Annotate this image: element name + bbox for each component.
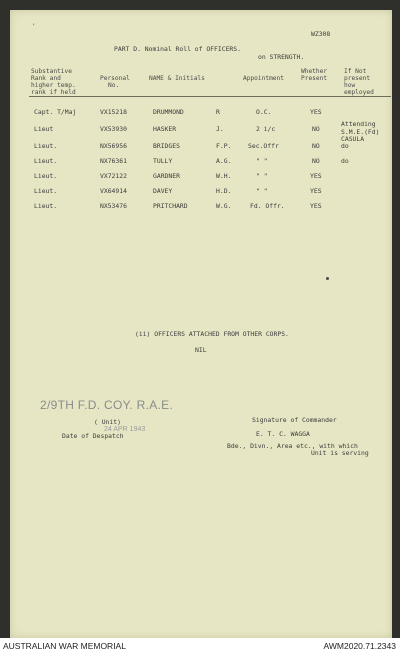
cell-number: VX72122 xyxy=(100,172,127,180)
cell-initials: J. xyxy=(216,125,224,133)
location: E. T. C. WAGGA xyxy=(256,430,310,438)
document-ref: WZ308 xyxy=(311,30,331,38)
unit-stamp: 2/9TH F.D. COY. R.A.E. xyxy=(40,398,174,412)
cell-initials: A.G. xyxy=(216,157,232,165)
cell-number: VX53930 xyxy=(100,125,127,133)
table-row xyxy=(10,203,392,215)
unit-label: ( Unit) xyxy=(94,418,121,426)
cell-appointment: " " xyxy=(256,187,268,195)
cell-employed: Attending S.M.E.(Fd) CASULA xyxy=(341,120,380,144)
col-rank-1: Substantive xyxy=(31,68,72,75)
cell-surname: DRUMMOND xyxy=(153,108,184,116)
paper-speck xyxy=(326,277,329,280)
serving-label: Unit is serving xyxy=(311,449,369,457)
footer-institution: AUSTRALIAN WAR MEMORIAL xyxy=(3,641,126,651)
cell-employed: do xyxy=(341,142,349,150)
cell-present: YES xyxy=(310,202,322,210)
cell-present: NO xyxy=(312,125,320,133)
cell-initials: F.P. xyxy=(216,142,232,150)
col-rank-3: higher temp. xyxy=(31,82,76,89)
table-row xyxy=(10,120,392,144)
cell-present: YES xyxy=(310,172,322,180)
cell-initials: R xyxy=(216,108,220,116)
col-number-1: Personal xyxy=(100,75,130,82)
col-rank-4: rank if held xyxy=(31,89,76,96)
corner-mark: ' xyxy=(32,23,36,30)
col-present-1: Whether xyxy=(301,68,328,75)
cell-appointment: " " xyxy=(256,172,268,180)
col-rank-2: Rank and xyxy=(31,75,61,82)
signature-label: Signature of Commander xyxy=(252,416,337,424)
cell-number: NX53476 xyxy=(100,202,127,210)
part-title: PART D. Nominal Roll of OFFICERS. xyxy=(114,45,241,53)
cell-surname: TULLY xyxy=(153,157,173,165)
cell-surname: PRITCHARD xyxy=(153,202,188,210)
cell-surname: DAVEY xyxy=(153,187,173,195)
table-row xyxy=(10,158,392,170)
cell-number: NX76361 xyxy=(100,157,127,165)
cell-rank: Lieut. xyxy=(34,142,58,150)
cell-present: NO xyxy=(312,142,320,150)
cell-appointment: Sec.Offr xyxy=(248,142,279,150)
cell-initials: H.D. xyxy=(216,187,232,195)
footer-accession: AWM2020.71.2343 xyxy=(323,641,396,651)
col-number-2: No. xyxy=(108,82,120,89)
col-employed-1: If Not xyxy=(344,68,367,75)
cell-appointment: 2 i/c xyxy=(256,125,276,133)
table-row xyxy=(10,188,392,200)
cell-surname: GARDNER xyxy=(153,172,180,180)
cell-rank: Lieut. xyxy=(34,157,58,165)
cell-present: YES xyxy=(310,108,322,116)
section-ii-title: (ii) OFFICERS ATTACHED FROM OTHER CORPS. xyxy=(135,330,289,338)
cell-employed: do xyxy=(341,157,349,165)
cell-number: NX56956 xyxy=(100,142,127,150)
date-label: Date of Despatch xyxy=(62,432,124,440)
section-ii-value: NIL xyxy=(195,346,207,354)
cell-initials: W.G. xyxy=(216,202,232,210)
table-row xyxy=(10,109,392,121)
date-stamp: 24 APR 1943 xyxy=(104,426,146,433)
cell-rank: Lieut. xyxy=(34,187,58,195)
cell-appointment: O.C. xyxy=(256,108,272,116)
cell-rank: Lieut xyxy=(34,125,54,133)
bde-label: Bde., Divn., Area etc., with which xyxy=(227,442,358,450)
cell-initials: W.H. xyxy=(216,172,232,180)
col-employed-4: employed xyxy=(344,89,374,96)
col-name: NAME & Initials xyxy=(149,75,205,82)
cell-rank: Lieut. xyxy=(34,202,58,210)
header-rule xyxy=(29,96,391,97)
col-appointment: Appointment xyxy=(243,75,284,82)
cell-appointment: " " xyxy=(256,157,268,165)
col-employed-2: present xyxy=(344,75,371,82)
part-subtitle: on STRENGTH. xyxy=(258,53,305,61)
cell-appointment: Fd. Offr. xyxy=(250,202,285,210)
cell-surname: HASKER xyxy=(153,125,177,133)
cell-present: NO xyxy=(312,157,320,165)
col-present-2: Present xyxy=(301,75,328,82)
cell-rank: Lieut. xyxy=(34,172,58,180)
table-row xyxy=(10,143,392,155)
cell-surname: BRIDGES xyxy=(153,142,180,150)
cell-number: VX64914 xyxy=(100,187,127,195)
cell-number: VX15218 xyxy=(100,108,127,116)
table-row xyxy=(10,173,392,185)
document-page xyxy=(10,10,392,638)
cell-present: YES xyxy=(310,187,322,195)
cell-rank: Capt. T/Maj xyxy=(34,108,77,116)
col-employed-3: how xyxy=(344,82,356,89)
archive-footer xyxy=(0,638,400,653)
